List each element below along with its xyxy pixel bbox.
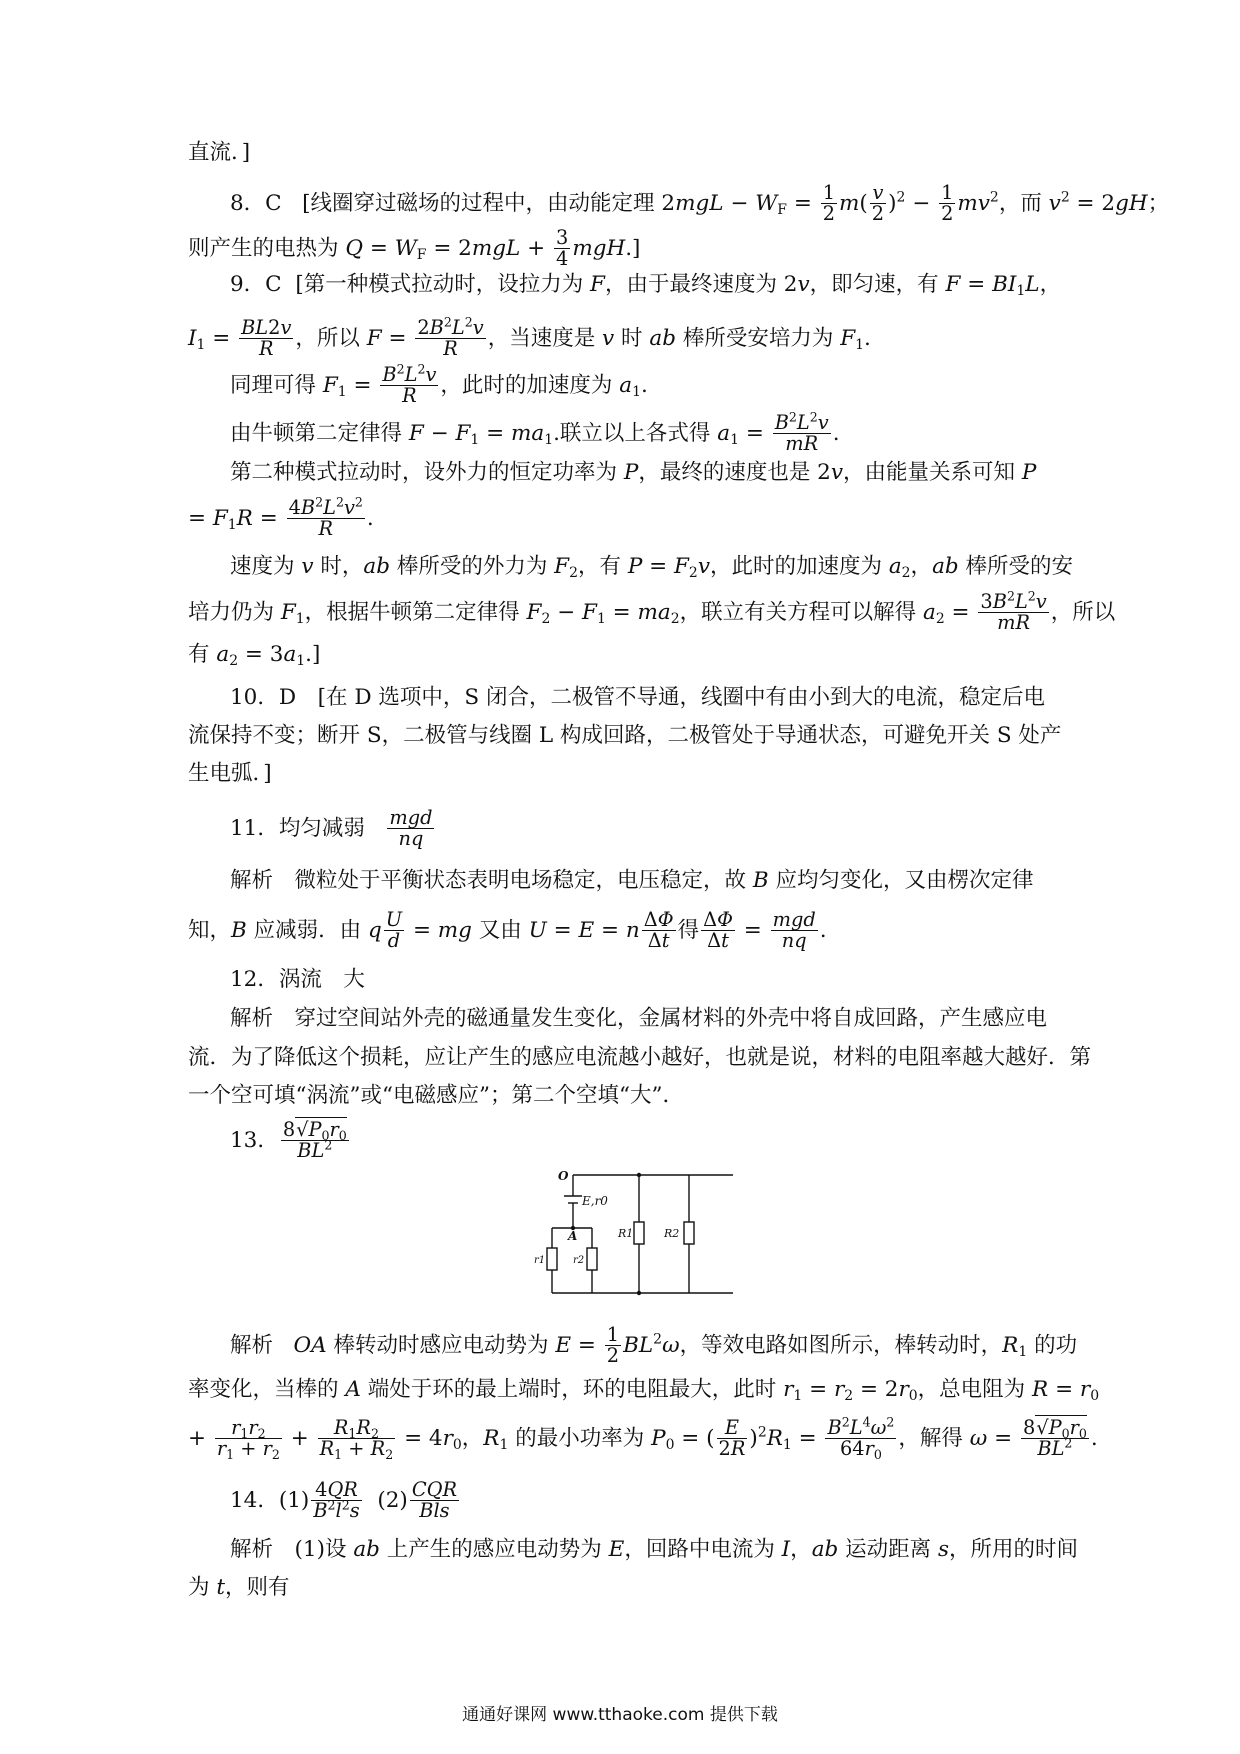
text-line-q14-2: 解析 (1)设 ab 上产生的感应电动势为 E，回路中电流为 I，ab 运动距离 s，所用的时间: [230, 1537, 1079, 1562]
text-line-q9-6: = $F_1R$ = $\frac{4B^2L^2v^2}{R}$ .: [188, 494, 374, 541]
label-R2: R2: [664, 1227, 680, 1240]
page-footer: 通通好课网 www.tthaoke.com 提供下载: [462, 1705, 778, 1725]
text-line-q9-8: 培力仍为 $F_1$，根据牛顿第二定律得 $F_2 - F_1 = ma_2$，联立有关方程可以解得 $a_2$ = $\frac{3B^2L^2v}{mR}$ ，所以: [188, 588, 1116, 635]
text-line-q9-4: 由牛顿第二定律得 $F - F_1 = ma_1$.联立以上各式得 $a_1$ = $\frac{B^2L^2v}{mR}$ .: [230, 409, 840, 456]
text-line-q12-3: 流．为了降低这个损耗，应让产生的感应电流越小越好，也就是说，材料的电阻率越大越好．第: [188, 1045, 1092, 1070]
text-line-q14: 14．(1) $\frac{4QR}{B^2l^2s}$ (2) $\frac{\text{CQR}}{\text{Bls}}$: [230, 1478, 458, 1523]
text-line-q9: 9．C [第一种模式拉动时，设拉力为 F，由于最终速度为 2v，即匀速，有 $F = BI_1L$，: [230, 272, 1062, 300]
label-r2: r2: [573, 1255, 585, 1266]
text-line-q9-9: 有 $a_2 = 3a_1$.]: [188, 642, 321, 670]
text-line-q11-3: 知，B 应减弱．由 q $\frac{U}{d}$ = mg 又由 U = E = n $\frac{\Delta\Phi}{\Delta t}$ 得 $\frac{\Delta\Phi}{\Delta t}$ = $\frac{\text{mgd}}{nq}$ .: [188, 908, 827, 953]
label-a: A: [568, 1229, 578, 1243]
text-line-q13-4: + $\frac{r_1r_2}{r_1 + r_2}$ + $\frac{R_1R_2}{R_1 + R_2}$ = $4r_0$，$R_1$ 的最小功率为 $P_0$ = ( $\frac{E}{2R}$ )$^2R_1$ = $\frac{B^2L^4\omega^2}{64r_0}$ ，解得 ω = $\frac{8√P_0r_0}{BL^2}$ .: [188, 1414, 1098, 1463]
text-line-1: 直流．]: [188, 140, 251, 165]
text-line-q13-3: 率变化，当棒的 A 端处于环的最上端时，环的电阻最大，此时 $r_1 = r_2 = 2r_0$，总电阻为 $R = r_0$: [188, 1377, 1100, 1405]
text-line-q12: 12．涡流 大: [230, 967, 365, 992]
text-line-q13-2: 解析 OA 棒转动时感应电动势为 E = $\frac{1}{2}$ $BL^2\omega$，等效电路如图所示，棒转动时，$R_1$ 的功: [230, 1323, 1078, 1368]
text-line-q11: 11．均匀减弱 $\frac{\text{mgd}}{nq}$: [230, 806, 433, 851]
text-line-q8: 8．C [线圈穿过磁场的过程中，由动能定理 $2mgL - W_F$ = $\frac{1}{2}$ m( $\frac{v}{2}$ )$^2$ − $\frac{1}{2}$ $mv^2$，而 $v^2 = 2gH$；: [230, 181, 1170, 226]
text-line-q9-2: $I_1$ = $\frac{BL2v}{R}$ ，所以 F = $\frac{2B^2L^2v}{R}$ ，当速度是 v 时 ab 棒所受安培力为 $F_1$.: [188, 314, 871, 361]
text-line-q10-2: 流保持不变；断开 S，二极管与线圈 L 构成回路，二极管处于导通状态，可避免开关 S 处产: [188, 723, 1062, 748]
label-o: O: [558, 1169, 569, 1183]
text-line-q14-3: 为 t，则有: [188, 1575, 290, 1600]
text-line-q11-2: 解析 微粒处于平衡状态表明电场稳定，电压稳定，故 B 应均匀变化，又由楞次定律: [230, 868, 1034, 893]
equivalent-circuit-diagram: [534, 1158, 770, 1318]
text-line-q9-7: 速度为 v 时，ab 棒所受的外力为 $F_2$，有 $P = F_2v$，此时的加速度为 $a_2$，ab 棒所受的安: [230, 554, 1074, 582]
text-line-q9-3: 同理可得 $F_1$ = $\frac{B^2L^2v}{R}$ ，此时的加速度为 $a_1$.: [230, 361, 648, 408]
text-line-q12-2: 解析 穿过空间站外壳的磁通量发生变化，金属材料的外壳中将自成回路，产生感应电: [230, 1006, 1048, 1031]
text-line-q9-5: 第二种模式拉动时，设外力的恒定功率为 P，最终的速度也是 2v，由能量关系可知 P: [230, 460, 1037, 485]
text-line-q10-3: 生电弧．]: [188, 761, 272, 786]
text-line-q8-heat: 则产生的电热为 $Q = W_F = 2mgL$ + $\frac{3}{4}$ mgH.]: [188, 226, 641, 271]
text-line-q10: 10．D [在 D 选项中，S 闭合，二极管不导通，线圈中有由小到大的电流，稳定后电: [230, 685, 1045, 710]
label-r1: r1: [534, 1255, 546, 1266]
text-line-q12-4: 一个空可填“涡流”或“电磁感应”；第二个空填“大”．: [188, 1083, 684, 1108]
label-R1: R1: [618, 1227, 634, 1240]
label-source: E,r0: [582, 1194, 608, 1208]
text-line-q13: 13． $\frac{8√P_0r_0}{BL^2}$: [230, 1118, 347, 1163]
